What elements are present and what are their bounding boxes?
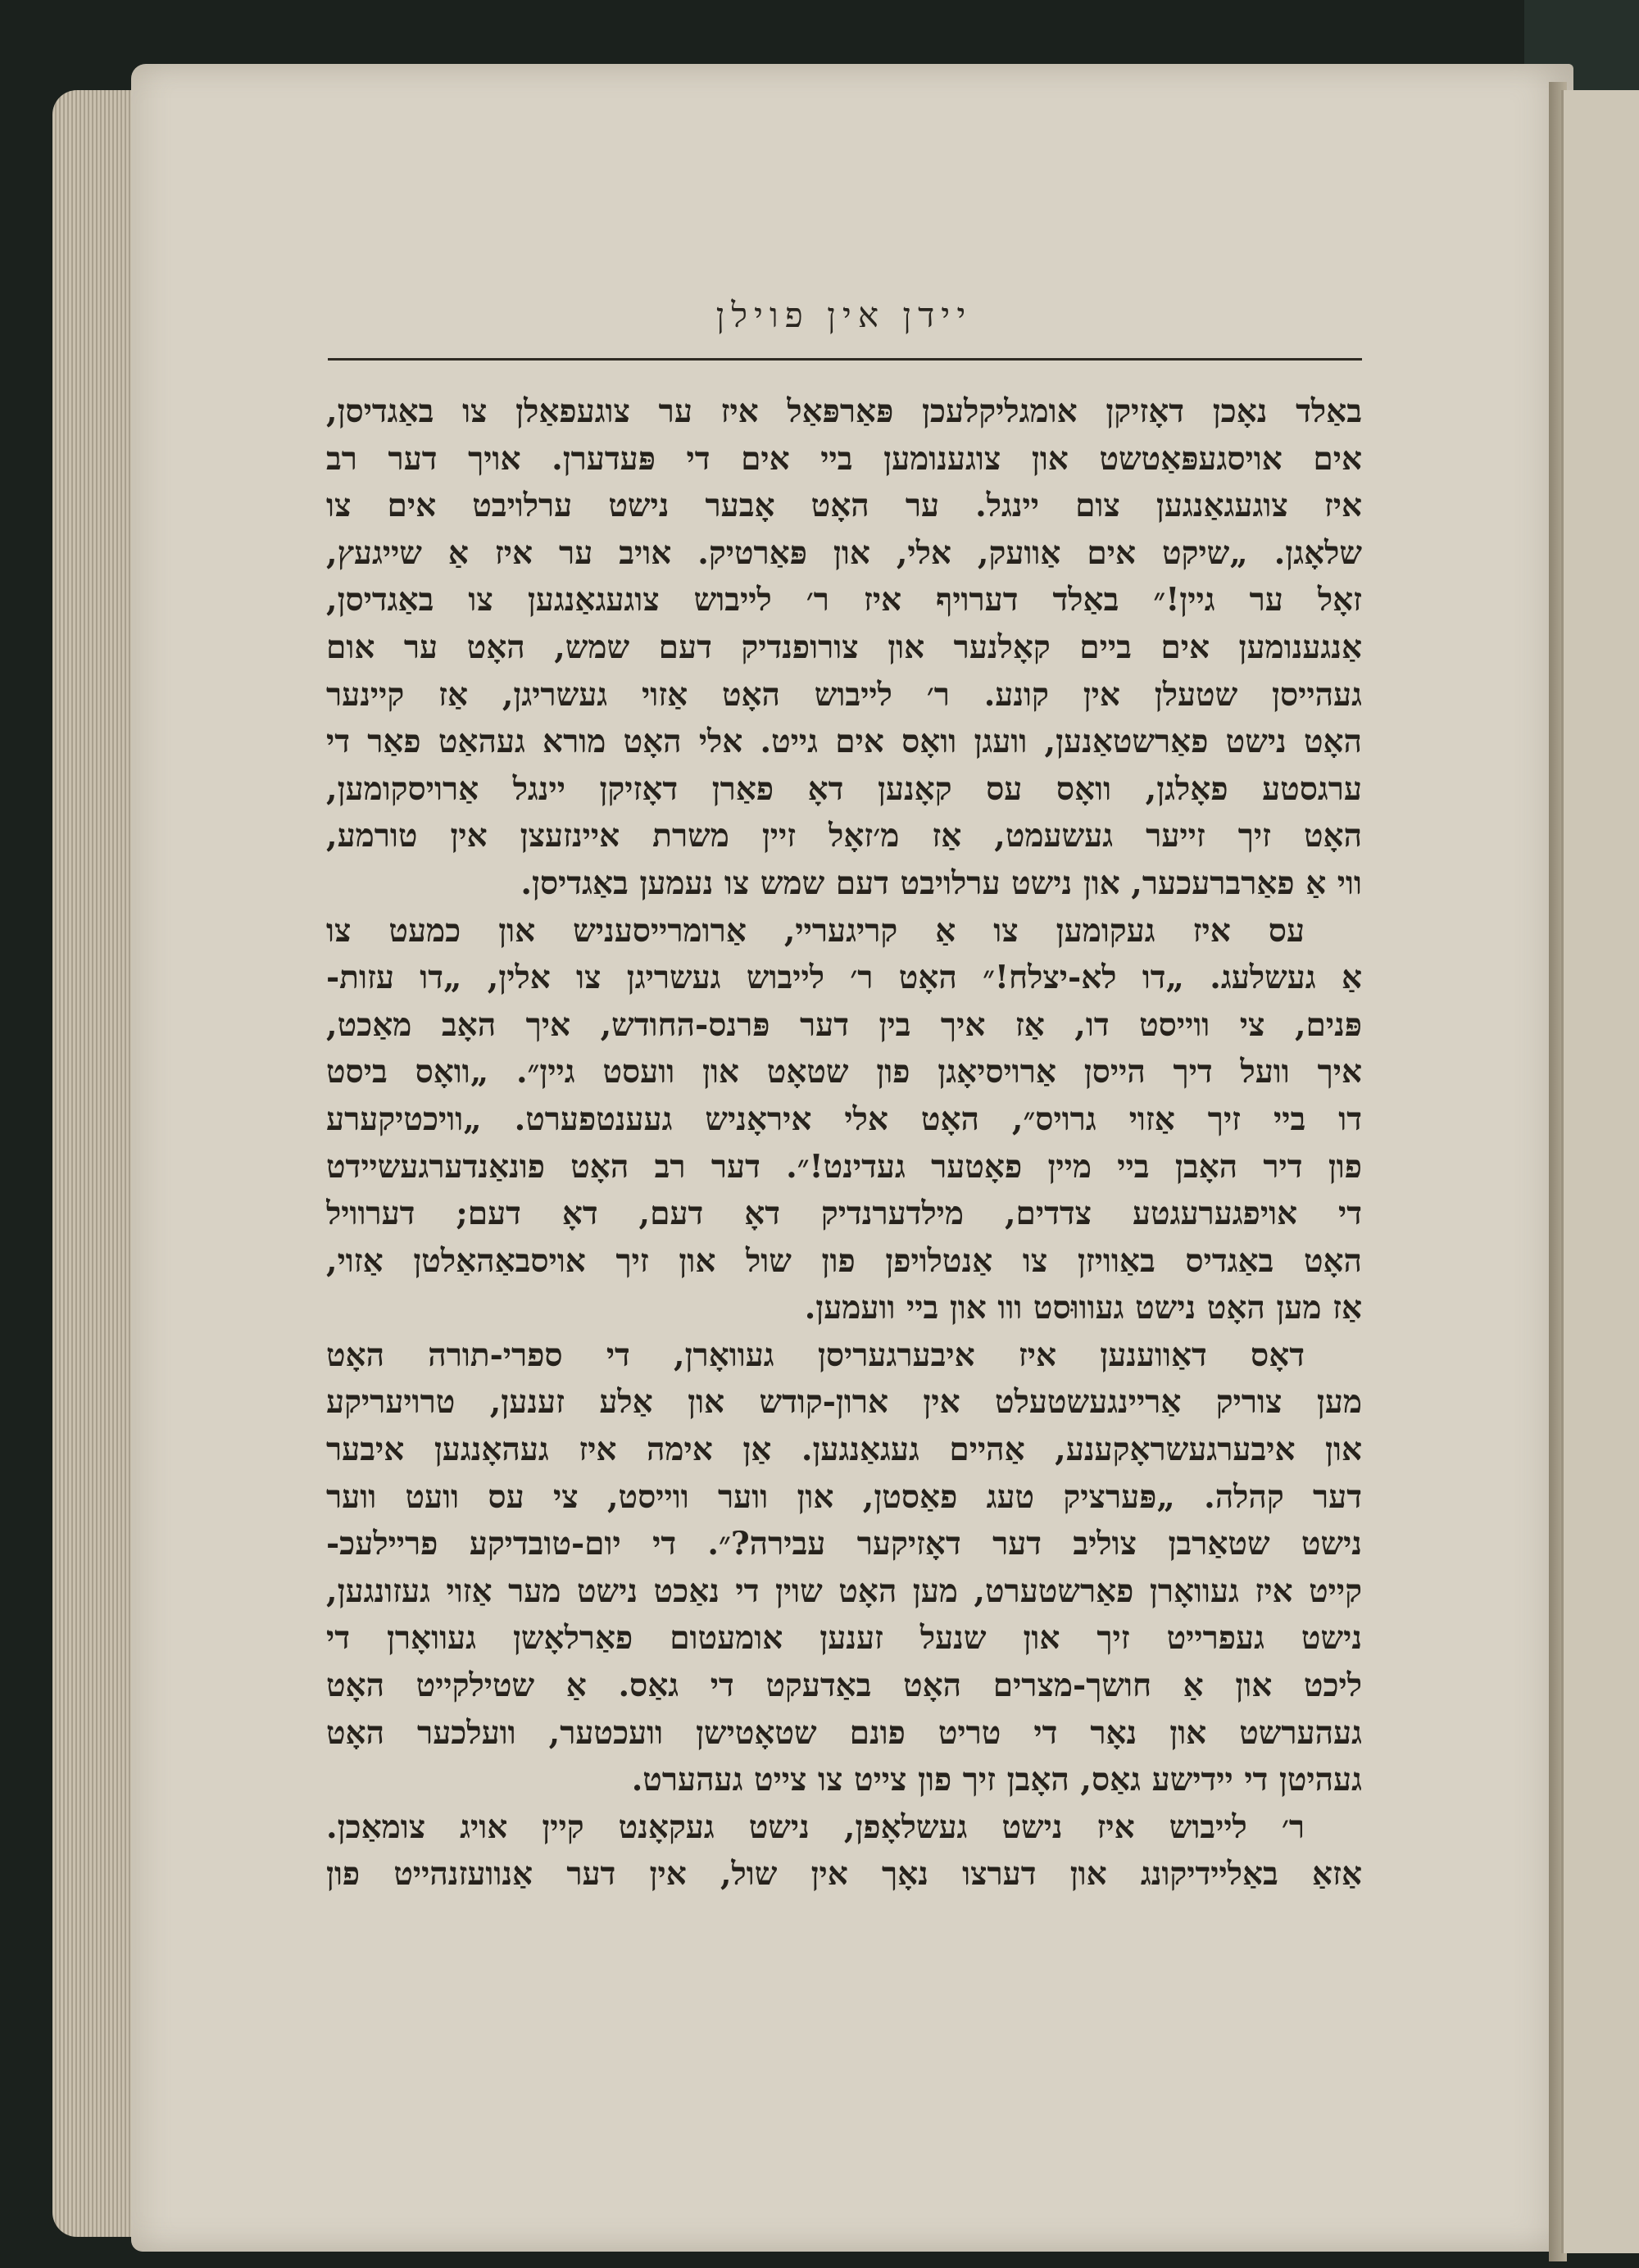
text-line: באַלד נאָכן דאָזיקן אומגליקלעכן פּאַרפּאַל איז ער צוגעפאַלן צו באַגדיסן, xyxy=(326,392,1362,430)
text-line: איז צוגעגאַנגען צום יינגל. ער האָט אָבער נישט ערלויבט אים צו xyxy=(326,487,1362,525)
header-rule xyxy=(328,358,1362,361)
text-line: מען צוריק אַריינגעשטעלט אין ארון-קודש און אַלע זענען, טרויעריקע xyxy=(326,1383,1362,1422)
text-line: געהערשט און נאָר די טריט פונם שטאָטישן וועכטער, וועלכער האָט xyxy=(326,1713,1362,1752)
text-line: שלאָגן. „שיקט אים אַוועק, אלי, און פּאַרטיק. אויב ער איז אַ שייגעץ, xyxy=(326,533,1362,572)
text-line: אַנגענומען אים ביים קאָלנער און צורופנדיק דעם שמש, האָט ער אום xyxy=(326,628,1362,666)
text-line: קייט איז געוואָרן פאַרשטערט, מען האָט שוין די נאַכט נישט מער אַזוי געזונגען, xyxy=(326,1572,1362,1610)
text-line: אים אויסגעפּאַטשט און צוגענומען ביי אים די פּעדערן. אויך דער רב xyxy=(326,439,1362,478)
text-line: פּנים, צי ווייסט דו, אַז איך בין דער פּרנס-החודש, איך האָב מאַכט, xyxy=(326,1005,1362,1044)
page-edges xyxy=(52,90,143,2237)
text-line: דאָס דאַווענען איז איבערגעריסן געוואָרן, די ספרי-תורה האָט xyxy=(326,1336,1305,1374)
text-line: ר׳ לייבוש איז נישט געשלאָפן, נישט געקאָנט קיין אויג צומאַכן. xyxy=(326,1808,1305,1846)
text-line: אַזאַ באַליידיקונג און דערצו נאָך אין שול, אין דער אַנוועזנהייט פון xyxy=(326,1855,1362,1894)
text-line: פון דיר האָבן ביי מיין פאָטער געדינט!״. דער רב האָט פונאַנדערגעשיידט xyxy=(326,1147,1362,1186)
text-line: האָט נישט פאַרשטאַנען, וועגן וואָס אים גייט. אלי האָט מורא געהאַט פאַר די xyxy=(326,723,1362,761)
text-line: און איבערגעשראָקענע, אַהיים געגאַנגען. אַן אימה איז געהאָנגען איבער xyxy=(326,1431,1362,1469)
text-line: זאָל ער גיין!״ באַלד דערויף איז ר׳ לייבוש צוגעגאַנגען צו באַגדיסן, xyxy=(326,581,1362,619)
text-line: געהיטן די יידישע גאַס, האָבן זיך פון צייט צו צייט געהערט. xyxy=(631,1761,1362,1799)
text-line: האָט זיך זייער געשעמט, אַז מ׳זאָל זיין משרת איינזעצן אין טורמע, xyxy=(326,817,1362,855)
text-line: ווי אַ פאַרברעכער, און נישט ערלויבט דעם שמש צו נעמען באַגדיסן. xyxy=(520,864,1362,902)
text-line: נישט געפרייט זיך און שנעל זענען אומעטום פאַרלאָשן געוואָרן די xyxy=(326,1619,1362,1658)
text-line: האָט באַגדיס באַוויזן צו אַנטלויפן פון שול און זיך אויסבאַהאַלטן אַזוי, xyxy=(326,1241,1362,1280)
text-line: עס איז געקומען צו אַ קריגעריי, אַרומרייסעניש און כמעט צו xyxy=(326,911,1305,950)
text-line: געהייסן שטעלן אין קונע. ר׳ לייבוש האָט אַזוי געשריגן, אַז קיינער xyxy=(326,675,1362,714)
text-line: אַ געשלעג. „דו לא-יצלח!״ האָט ר׳ לייבוש געשריגן צו אלין, „דו עזות- xyxy=(326,959,1362,997)
text-line: ערגסטע פאָלגן, וואָס עס קאָנען דאָ פאַרן דאָזיקן יינגל אַרויסקומען, xyxy=(326,769,1362,808)
text-line: ליכט און אַ חושך-מצרים האָט באַדעקט די גאַס. אַ שטילקייט האָט xyxy=(326,1667,1362,1705)
text-line: איך וועל דיך הייסן אַרויסיאָגן פון שטאָט און וועסט גיין״. „וואָס ביסט xyxy=(326,1053,1362,1091)
text-line: נישט שטאַרבן צוליב דער דאָזיקער עבירה?״. די יום-טובדיקע פריילעכ- xyxy=(326,1525,1362,1563)
text-line: אַז מען האָט נישט געוווּסט ווו און ביי וועמען. xyxy=(804,1289,1362,1327)
text-line: די אויפגערעגטע צדדים, מילדערנדיק דאָ דעם, דאָ דעם; דערוויל xyxy=(326,1195,1362,1233)
text-line: דער קהלה. „פּערציק טעג פאַסטן, און ווער ווייסט, צי עס וועט ווער xyxy=(326,1477,1362,1516)
text-line: דו ביי זיך אַזוי גרויס״, האָט אלי איראָניש געענטפערט. „וויכטיקערע xyxy=(326,1100,1362,1138)
facing-page-edge xyxy=(1561,90,1639,2253)
body-text xyxy=(326,388,1362,1898)
running-head: יידן אין פוילן xyxy=(715,295,973,335)
